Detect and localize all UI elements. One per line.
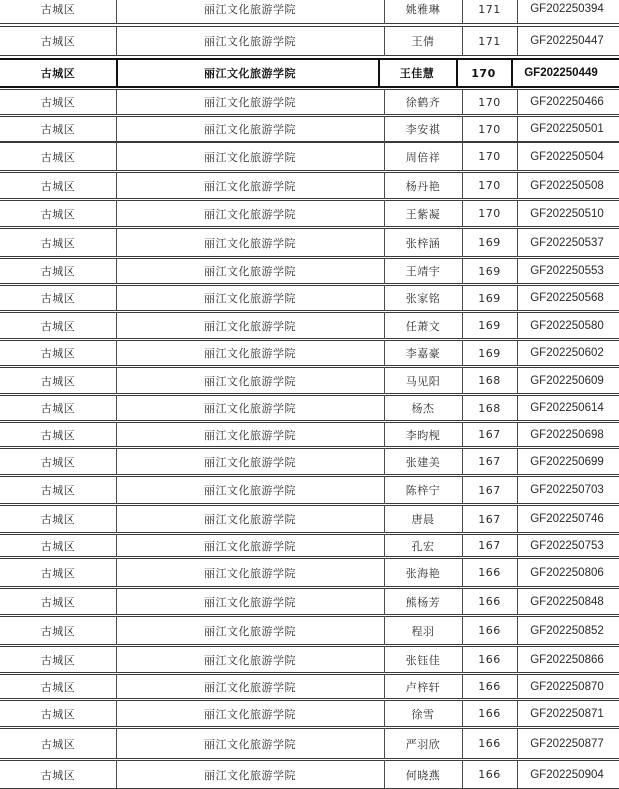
table-row	[0, 395, 619, 421]
table-row	[0, 26, 619, 56]
district-cell: 古城区	[40, 123, 76, 136]
school-cell: 丽江文化旅游学院	[204, 680, 296, 694]
district-cell: 古城区	[40, 484, 76, 497]
name-cell: 杨杰	[411, 402, 435, 415]
district-cell: 古城区	[40, 595, 76, 609]
score-cell: 167	[478, 539, 501, 552]
score-cell: 166	[478, 707, 501, 720]
exam-id-cell: GF202250703	[530, 484, 604, 496]
school-cell: 丽江文化旅游学院	[204, 768, 296, 782]
table-row	[0, 200, 619, 227]
exam-id-cell: GF202250698	[530, 428, 604, 441]
name-cell: 张家铭	[405, 292, 441, 305]
exam-id-cell: GF202250504	[530, 150, 604, 163]
school-cell: 丽江文化旅游学院	[204, 595, 296, 609]
table-row	[0, 116, 619, 142]
table-row	[0, 367, 619, 394]
district-cell: 古城区	[40, 96, 76, 109]
school-cell: 丽江文化旅游学院	[204, 35, 296, 48]
name-cell: 马见阳	[405, 374, 441, 388]
district-cell: 古城区	[40, 347, 76, 360]
score-cell: 166	[478, 624, 501, 637]
table-row	[0, 58, 619, 88]
name-cell: 卢梓轩	[405, 680, 441, 694]
name-cell: 程羽	[411, 624, 435, 638]
name-cell: 张建美	[405, 455, 441, 469]
school-cell: 丽江文化旅游学院	[204, 96, 296, 109]
district-cell: 古城区	[40, 653, 76, 667]
name-cell: 李嘉豪	[405, 347, 441, 360]
district-cell: 古城区	[40, 3, 76, 16]
name-cell: 张钰佳	[405, 653, 441, 667]
score-cell: 166	[478, 566, 501, 579]
exam-id-cell: GF202250870	[530, 680, 604, 693]
score-cell: 170	[478, 122, 501, 136]
school-cell: 丽江文化旅游学院	[204, 319, 296, 333]
exam-id-cell: GF202250877	[530, 737, 604, 750]
score-cell: 168	[478, 401, 501, 415]
table-row	[0, 616, 619, 645]
district-cell: 古城区	[40, 150, 76, 164]
table-row	[0, 476, 619, 504]
score-cell: 166	[478, 737, 501, 750]
school-cell: 丽江文化旅游学院	[204, 484, 296, 497]
score-cell: 166	[478, 768, 501, 781]
table-row	[0, 558, 619, 587]
score-cell: 168	[478, 374, 501, 387]
exam-id-cell: GF202250871	[530, 707, 604, 720]
table-row	[0, 228, 619, 257]
school-cell: 丽江文化旅游学院	[204, 513, 296, 526]
table-row	[0, 89, 619, 115]
score-cell: 170	[471, 66, 496, 80]
table-row	[0, 312, 619, 339]
exam-id-cell: GF202250904	[530, 768, 604, 781]
district-cell: 古城区	[40, 768, 76, 782]
name-cell: 王倩	[411, 35, 435, 48]
school-cell: 丽江文化旅游学院	[204, 539, 296, 553]
table-row	[0, 285, 619, 311]
name-cell: 徐鹤齐	[405, 96, 441, 109]
table-row	[0, 646, 619, 673]
table-row	[0, 258, 619, 284]
score-cell: 170	[478, 95, 501, 109]
school-cell: 丽江文化旅游学院	[204, 150, 296, 164]
table-row	[0, 0, 619, 24]
district-cell: 古城区	[40, 67, 76, 80]
exam-id-cell: GF202250614	[530, 402, 604, 414]
district-cell: 古城区	[40, 179, 76, 193]
name-cell: 徐雪	[411, 707, 435, 721]
table-row	[0, 700, 619, 727]
score-cell: 166	[478, 680, 501, 693]
name-cell: 王佳慧	[399, 67, 435, 80]
district-cell: 古城区	[40, 707, 76, 721]
exam-id-cell: GF202250394	[530, 3, 604, 15]
score-cell: 167	[478, 428, 501, 441]
name-cell: 李安祺	[405, 123, 441, 136]
exam-id-cell: GF202250449	[524, 67, 598, 79]
district-cell: 古城区	[40, 374, 76, 388]
score-cell: 167	[478, 512, 501, 526]
name-cell: 何晓燕	[405, 768, 441, 782]
score-cell: 166	[478, 595, 501, 608]
exam-id-cell: GF202250447	[530, 35, 604, 47]
exam-id-cell: GF202250852	[530, 624, 604, 637]
district-cell: 古城区	[40, 737, 76, 751]
name-cell: 熊杨芳	[405, 595, 441, 609]
school-cell: 丽江文化旅游学院	[204, 707, 296, 721]
school-cell: 丽江文化旅游学院	[204, 3, 296, 16]
school-cell: 丽江文化旅游学院	[204, 374, 296, 388]
table-row	[0, 588, 619, 615]
district-cell: 古城区	[40, 566, 76, 580]
exam-id-cell: GF202250537	[530, 236, 604, 249]
score-cell: 169	[478, 236, 501, 249]
exam-id-cell: GF202250553	[530, 265, 604, 277]
table-row	[0, 142, 619, 171]
score-cell: 170	[478, 207, 501, 220]
score-cell: 171	[478, 34, 501, 48]
school-cell: 丽江文化旅游学院	[204, 347, 296, 360]
score-cell: 166	[478, 653, 501, 666]
district-cell: 古城区	[40, 624, 76, 638]
school-cell: 丽江文化旅游学院	[204, 624, 296, 638]
exam-id-cell: GF202250602	[530, 347, 604, 359]
table-row	[0, 534, 619, 557]
school-cell: 丽江文化旅游学院	[204, 265, 296, 278]
district-cell: 古城区	[40, 402, 76, 415]
score-cell: 169	[478, 346, 501, 360]
name-cell: 严羽欣	[405, 737, 441, 751]
name-cell: 王紫凝	[405, 207, 441, 221]
district-cell: 古城区	[40, 455, 76, 469]
exam-id-cell: GF202250866	[530, 653, 604, 666]
school-cell: 丽江文化旅游学院	[204, 207, 296, 221]
school-cell: 丽江文化旅游学院	[204, 179, 296, 193]
district-cell: 古城区	[40, 539, 76, 553]
score-cell: 171	[478, 2, 501, 16]
table-row	[0, 728, 619, 759]
name-cell: 孔宏	[411, 539, 435, 553]
district-cell: 古城区	[40, 35, 76, 48]
score-cell: 169	[478, 291, 501, 305]
school-cell: 丽江文化旅游学院	[204, 653, 296, 667]
score-cell: 169	[478, 319, 501, 332]
table-row	[0, 340, 619, 366]
school-cell: 丽江文化旅游学院	[204, 292, 296, 305]
name-cell: 周倍祥	[405, 150, 441, 164]
score-cell: 167	[478, 455, 501, 468]
district-cell: 古城区	[40, 292, 76, 305]
school-cell: 丽江文化旅游学院	[204, 236, 296, 250]
name-cell: 任萧文	[405, 319, 441, 333]
exam-id-cell: GF202250609	[530, 374, 604, 387]
school-cell: 丽江文化旅游学院	[204, 123, 296, 136]
school-cell: 丽江文化旅游学院	[204, 566, 296, 580]
exam-id-cell: GF202250510	[530, 207, 604, 220]
district-cell: 古城区	[40, 236, 76, 250]
school-cell: 丽江文化旅游学院	[204, 428, 296, 442]
district-cell: 古城区	[40, 207, 76, 221]
exam-id-cell: GF202250699	[530, 455, 604, 468]
table-row	[0, 422, 619, 447]
name-cell: 张海艳	[405, 566, 441, 580]
score-cell: 169	[478, 264, 501, 278]
district-cell: 古城区	[40, 513, 76, 526]
exam-id-cell: GF202250580	[530, 319, 604, 332]
district-cell: 古城区	[40, 428, 76, 442]
school-cell: 丽江文化旅游学院	[204, 402, 296, 415]
name-cell: 张梓涵	[405, 236, 441, 250]
name-cell: 王靖宇	[405, 265, 441, 278]
exam-id-cell: GF202250508	[530, 179, 604, 192]
school-cell: 丽江文化旅游学院	[204, 67, 296, 80]
score-cell: 167	[478, 483, 501, 497]
score-cell: 170	[478, 179, 501, 192]
exam-id-cell: GF202250753	[530, 539, 604, 552]
school-cell: 丽江文化旅游学院	[204, 455, 296, 469]
name-cell: 唐晨	[411, 513, 435, 526]
exam-id-cell: GF202250568	[530, 292, 604, 304]
exam-id-cell: GF202250501	[530, 123, 604, 135]
name-cell: 杨丹艳	[405, 179, 441, 193]
exam-id-cell: GF202250466	[530, 96, 604, 108]
district-cell: 古城区	[40, 265, 76, 278]
table-row	[0, 674, 619, 699]
name-cell: 姚雅琳	[405, 3, 441, 16]
school-cell: 丽江文化旅游学院	[204, 737, 296, 751]
table-row	[0, 760, 619, 789]
table-row	[0, 505, 619, 533]
exam-id-cell: GF202250848	[530, 595, 604, 608]
score-cell: 170	[478, 150, 501, 163]
table-row	[0, 172, 619, 199]
district-cell: 古城区	[40, 680, 76, 694]
exam-id-cell: GF202250806	[530, 566, 604, 579]
name-cell: 陈梓宁	[405, 484, 441, 497]
table-row	[0, 448, 619, 475]
exam-id-cell: GF202250746	[530, 513, 604, 525]
name-cell: 李昀枧	[405, 428, 441, 442]
district-cell: 古城区	[40, 319, 76, 333]
